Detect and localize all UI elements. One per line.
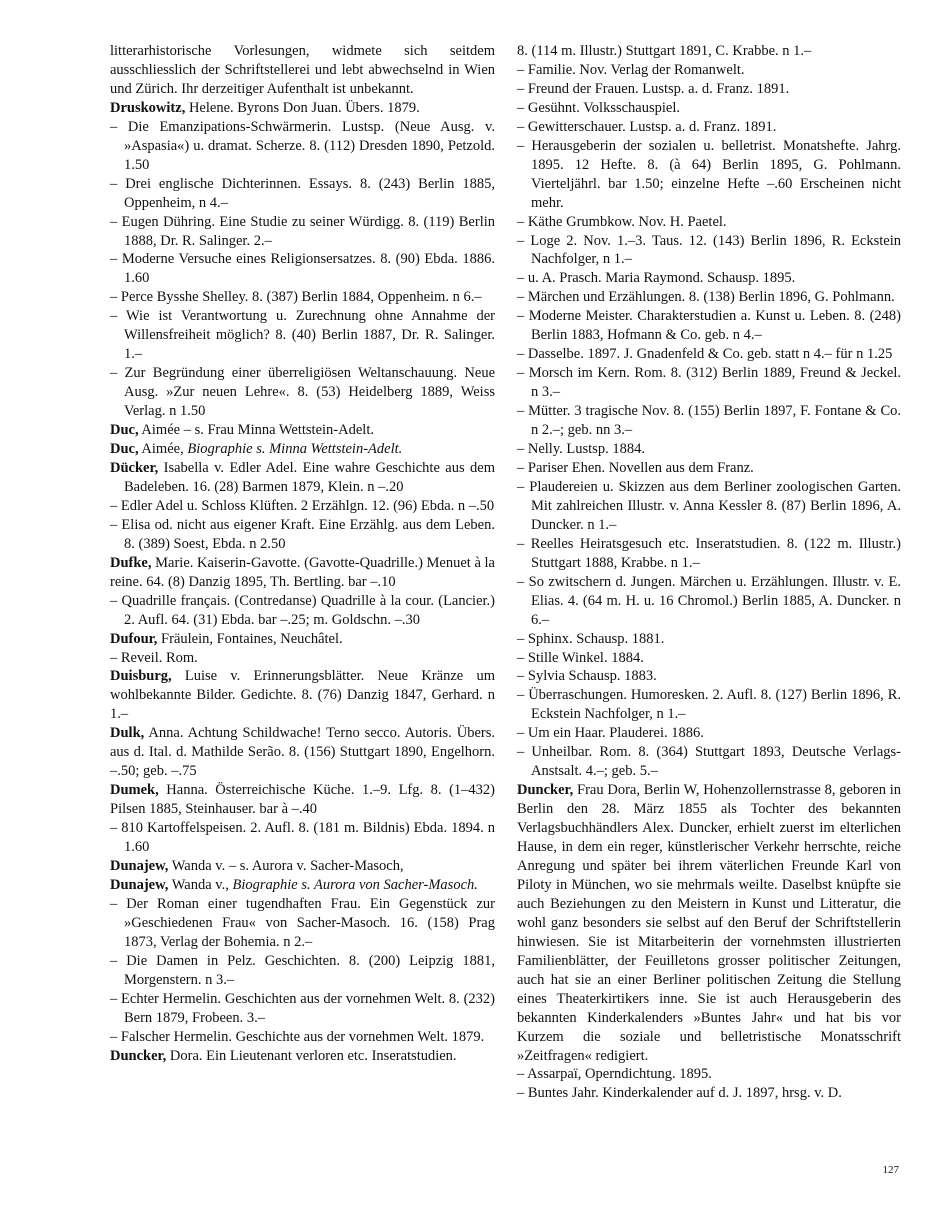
entry-text: – Stille Winkel. 1884. — [517, 649, 644, 666]
bibliography-entry-author — [110, 781, 495, 819]
bibliography-entry — [517, 345, 901, 364]
entry-italic-note: Biographie s. Aurora von Sacher-Masoch. — [232, 876, 478, 893]
bibliography-entry — [110, 364, 495, 421]
bibliography-entry — [110, 213, 495, 251]
bibliography-entry — [517, 478, 901, 535]
left-column — [110, 42, 495, 1065]
bibliography-entry — [110, 990, 495, 1028]
entry-text: Wanda v. – s. Aurora v. Sacher-Masoch, — [168, 857, 404, 874]
author-name: Dufour, — [110, 630, 158, 647]
entry-text: Isabella v. Edler Adel. Eine wahre Geschichte aus dem Badeleben. 16. (28) Barmen 1879, Klein. n –.20 — [124, 459, 495, 495]
entry-text: – Unheilbar. Rom. 8. (364) Stuttgart 1893, Deutsche Verlags-Anstsalt. 4.–; geb. 5.– — [517, 744, 901, 780]
bibliography-entry — [517, 137, 901, 213]
bibliography-entry — [517, 1065, 901, 1084]
bibliography-entry — [517, 118, 901, 137]
entry-text: litterarhistorische Vorlesungen, widmete sich seitdem ausschliesslich der Schriftstellerei und lebt abwechselnd in Wien und Zürich. Ihr derzeitiger Aufenthalt ist unbekannt. — [110, 43, 495, 97]
entry-text: – Reelles Heiratsgesuch etc. Inseratstudien. 8. (122 m. Illustr.) Stuttgart 1888, Krabbe. n 1.– — [517, 535, 901, 571]
author-name: Duncker, — [517, 782, 574, 799]
bibliography-entry — [517, 80, 901, 99]
entry-text: – Falscher Hermelin. Geschichte aus der vornehmen Welt. 1879. — [110, 1028, 485, 1045]
bibliography-entry — [517, 307, 901, 345]
entry-text: – Loge 2. Nov. 1.–3. Taus. 12. (143) Berlin 1896, R. Eckstein Nachfolger, n 1.– — [517, 232, 901, 268]
bibliography-entry — [517, 364, 901, 402]
entry-text: – Familie. Nov. Verlag der Romanwelt. — [517, 61, 745, 78]
author-name: Dunajew, — [110, 876, 169, 893]
entry-text: Anna. Achtung Schildwache! Terno secco. Autoris. Übers. aus d. Ital. d. Mathilde Serão. 8. (156) Stuttgart 1890, Engelhorn. –.50; geb. –.75 — [110, 725, 495, 780]
entry-text: – Moderne Meister. Charakterstudien a. Kunst u. Leben. 8. (248) Berlin 1883, Hofmann & Co. geb. n 4.– — [517, 308, 901, 344]
entry-text: – Gesühnt. Volksschauspiel. — [517, 99, 680, 116]
entry-text: – Käthe Grumbkow. Nov. H. Paetel. — [517, 213, 727, 230]
bibliography-entry — [110, 497, 495, 516]
entry-text: – Buntes Jahr. Kinderkalender auf d. J. 1897, hrsg. v. D. — [517, 1085, 842, 1102]
entry-text: – So zwitschern d. Jungen. Märchen u. Erzählungen. Illustr. v. E. Elias. 4. (64 m. H. u. 16 Chromol.) Berlin 1885, A. Duncker. n 6.– — [517, 573, 901, 628]
bibliography-entry — [517, 42, 901, 61]
page-number: 127 — [882, 1164, 899, 1176]
author-name: Dumek, — [110, 782, 159, 799]
entry-text: Hanna. Österreichische Küche. 1.–9. Lfg. 8. (1–432) Pilsen 1885, Steinhauser. bar à –.40 — [110, 782, 495, 818]
entry-text: – Elisa od. nicht aus eigener Kraft. Eine Erzählg. aus dem Leben. 8. (389) Soest, Ebda. n 2.50 — [110, 516, 495, 552]
bibliography-entry-author — [517, 781, 901, 1065]
bibliography-entry — [110, 592, 495, 630]
bibliography-entry-author — [110, 857, 495, 876]
entry-text: – Assarpaï, Operndichtung. 1895. — [517, 1066, 712, 1083]
author-name: Duc, — [110, 441, 139, 458]
entry-text: Wanda v., — [168, 876, 233, 893]
entry-text: Luise v. Erinnerungsblätter. Neue Kränze um wohlbekannte Bilder. Gedichte. 8. (76) Danzig 1847, Gerhard. n 1.– — [110, 668, 495, 723]
bibliography-entry — [110, 42, 495, 99]
entry-text: – Sphinx. Schausp. 1881. — [517, 630, 665, 647]
bibliography-entry — [110, 307, 495, 364]
bibliography-entry — [517, 440, 901, 459]
entry-text: – Perce Bysshe Shelley. 8. (387) Berlin 1884, Oppenheim. n 6.– — [110, 289, 482, 306]
entry-text: – Drei englische Dichterinnen. Essays. 8. (243) Berlin 1885, Oppenheim, n 4.– — [110, 175, 495, 211]
author-name: Duncker, — [110, 1047, 167, 1064]
entry-text: – Moderne Versuche eines Religionsersatzes. 8. (90) Ebda. 1886. 1.60 — [110, 251, 495, 287]
bibliography-entry — [110, 952, 495, 990]
entry-text: – Echter Hermelin. Geschichten aus der vornehmen Welt. 8. (232) Bern 1879, Frobeen. 3.– — [110, 990, 495, 1026]
bibliography-entry-author — [110, 667, 495, 724]
entry-text: Fräulein, Fontaines, Neuchâtel. — [157, 630, 343, 647]
bibliography-entry — [517, 99, 901, 118]
bibliography-entry — [517, 269, 901, 288]
bibliography-entry — [517, 686, 901, 724]
bibliography-entry — [110, 118, 495, 175]
entry-text: Helene. Byrons Don Juan. Übers. 1879. — [185, 99, 420, 116]
bibliography-entry-author — [110, 421, 495, 440]
entry-text: – Sylvia Schausp. 1883. — [517, 668, 657, 685]
bibliography-entry — [110, 288, 495, 307]
bibliography-entry — [517, 535, 901, 573]
entry-text: – Der Roman einer tugendhaften Frau. Ein Gegenstück zur »Geschiedenen Frau« von Sacher-Masoch. 16. (158) Prag 1873, Verlag der Bohemia. n 2.– — [110, 895, 495, 950]
bibliography-entry — [517, 232, 901, 270]
bibliography-entry — [110, 1028, 495, 1047]
entry-text: – Eugen Dühring. Eine Studie zu seiner Würdigg. 8. (119) Berlin 1888, Dr. R. Salinger. 2.– — [110, 213, 495, 249]
entry-text: Dora. Ein Lieutenant verloren etc. Inseratstudien. — [166, 1047, 457, 1064]
entry-italic-note: Biographie s. Minna Wettstein-Adelt. — [187, 441, 403, 458]
entry-text: – Zur Begründung einer überreligiösen Weltanschauung. Neue Ausg. »Zur neuen Lehre«. 8. (53) Heidelberg 1889, Weiss Verlag. n 1.50 — [110, 365, 495, 420]
bibliography-entry — [110, 649, 495, 668]
author-name: Dücker, — [110, 459, 159, 476]
entry-text: Frau Dora, Berlin W, Hohenzollernstrasse 8, geboren in Berlin den 28. März 1855 als Tochter des bekannten Verlagsbuchhändlers Alex. Duncker, erhielt zuerst im elterlichen Hause, in dem ein reger, künstlerischer Verkehr herrschte, reiche Anregung und später bei ihrem väterlichen Freunde Karl von Piloty in München, wo sie mehrmals weilte. Daselbst knüpfte sie auch Beziehungen zu den Meistern in Kunst und Litteratur, die wohl ganz besonders sie selbst auf den Beruf der Schriftstellerin hinwiesen. Sie ist Mitarbeiterin der vornehmsten illustrierten Familienblätter, der Feuilletons grosser politischer Zeitungen, auch hat sie an einer Berliner politischen Zeitung die Stellung eines Theaterkirtikers inne. Sie ist auch Herausgeberin des bekannten Kinderkalenders »Buntes Jahr« und hat bis vor Kurzem die soziale und belletristische Monatsschrift »Zeitfragen« redigiert. — [517, 782, 901, 1064]
bibliography-entry — [517, 213, 901, 232]
entry-text: – Wie ist Verantwortung u. Zurechnung ohne Annahme der Willensfreiheit möglich? 8. (40) Berlin 1887, Dr. R. Salinger. 1.– — [110, 308, 495, 363]
bibliography-entry-author — [110, 1047, 495, 1066]
bibliography-entry — [517, 630, 901, 649]
bibliography-entry-author — [110, 440, 495, 459]
entry-text: – Morsch im Kern. Rom. 8. (312) Berlin 1889, Freund & Jeckel. n 3.– — [517, 365, 901, 401]
entry-text: Marie. Kaiserin-Gavotte. (Gavotte-Quadrille.) Menuet à la reine. 64. (8) Danzig 1895, Th. Bertling. bar –.10 — [110, 554, 495, 590]
bibliography-entry-author — [110, 554, 495, 592]
entry-text: – Die Damen in Pelz. Geschichten. 8. (200) Leipzig 1881, Morgenstern. n 3.– — [110, 952, 495, 988]
bibliography-entry — [517, 1084, 901, 1103]
bibliography-entry — [517, 288, 901, 307]
author-name: Dulk, — [110, 725, 145, 742]
entry-text: Aimée, — [138, 441, 188, 458]
entry-text: – 810 Kartoffelspeisen. 2. Aufl. 8. (181 m. Bildnis) Ebda. 1894. n 1.60 — [110, 820, 495, 856]
entry-text: – Freund der Frauen. Lustsp. a. d. Franz. 1891. — [517, 80, 790, 97]
bibliography-entry — [110, 895, 495, 952]
entry-text: – Märchen und Erzählungen. 8. (138) Berlin 1896, G. Pohlmann. — [517, 289, 895, 306]
entry-text: – u. A. Prasch. Maria Raymond. Schausp. 1895. — [517, 270, 796, 287]
bibliography-entry — [110, 175, 495, 213]
bibliography-entry-author — [110, 630, 495, 649]
bibliography-entry — [517, 724, 901, 743]
bibliography-entry — [517, 667, 901, 686]
bibliography-entry — [517, 743, 901, 781]
author-name: Duc, — [110, 422, 139, 439]
entry-text: Aimée – s. Frau Minna Wettstein-Adelt. — [138, 422, 374, 439]
entry-text: – Dasselbe. 1897. J. Gnadenfeld & Co. geb. statt n 4.– für n 1.25 — [517, 346, 893, 363]
bibliography-entry — [517, 459, 901, 478]
entry-text: – Plaudereien u. Skizzen aus dem Berliner zoologischen Garten. Mit zahlreichen Illustr. v. Anna Kessler 8. (87) Berlin 1896, A. Duncker. n 1.– — [517, 478, 901, 533]
bibliography-entry — [110, 250, 495, 288]
bibliography-entry — [110, 819, 495, 857]
entry-text: – Überraschungen. Humoresken. 2. Aufl. 8. (127) Berlin 1896, R. Eckstein Nachfolger, n 1.– — [517, 687, 901, 723]
bibliography-entry-author — [110, 724, 495, 781]
entry-text: – Nelly. Lustsp. 1884. — [517, 441, 645, 458]
right-column — [517, 42, 901, 1103]
author-name: Dunajew, — [110, 857, 169, 874]
author-name: Duisburg, — [110, 668, 172, 685]
bibliography-entry-author — [110, 459, 495, 497]
author-name: Druskowitz, — [110, 99, 186, 116]
entry-text: – Herausgeberin der sozialen u. belletrist. Monatshefte. Jahrg. 1895. 12 Hefte. 8. (à 64) Berlin 1895, G. Pohlmann. Vierteljährl. bar 1.50; einzelne Hefte –.60 Erscheinen nicht mehr. — [517, 137, 901, 211]
author-name: Dufke, — [110, 554, 152, 571]
entry-text: 8. (114 m. Illustr.) Stuttgart 1891, C. Krabbe. n 1.– — [517, 43, 812, 59]
entry-text: – Gewitterschauer. Lustsp. a. d. Franz. 1891. — [517, 118, 777, 135]
bibliography-entry — [517, 573, 901, 630]
bibliography-entry — [517, 649, 901, 668]
bibliography-entry — [110, 516, 495, 554]
bibliography-entry — [517, 61, 901, 80]
entry-text: – Um ein Haar. Plauderei. 1886. — [517, 725, 704, 742]
entry-text: – Mütter. 3 tragische Nov. 8. (155) Berlin 1897, F. Fontane & Co. n 2.–; geb. nn 3.– — [517, 403, 901, 439]
entry-text: – Edler Adel u. Schloss Klüften. 2 Erzählgn. 12. (96) Ebda. n –.50 — [110, 497, 495, 514]
entry-text: – Die Emanzipations-Schwärmerin. Lustsp. (Neue Ausg. v. »Aspasia«) u. dramat. Scherze. 8. (112) Dresden 1890, Petzold. 1.50 — [110, 118, 495, 173]
entry-text: – Quadrille français. (Contredanse) Quadrille à la cour. (Lancier.) 2. Aufl. 64. (31) Ebda. bar –.25; m. Goldschn. –.30 — [110, 592, 495, 628]
bibliography-entry — [517, 402, 901, 440]
entry-text: – Pariser Ehen. Novellen aus dem Franz. — [517, 459, 754, 476]
bibliography-entry-author — [110, 99, 495, 118]
entry-text: – Reveil. Rom. — [110, 649, 198, 666]
bibliography-entry-author — [110, 876, 495, 895]
